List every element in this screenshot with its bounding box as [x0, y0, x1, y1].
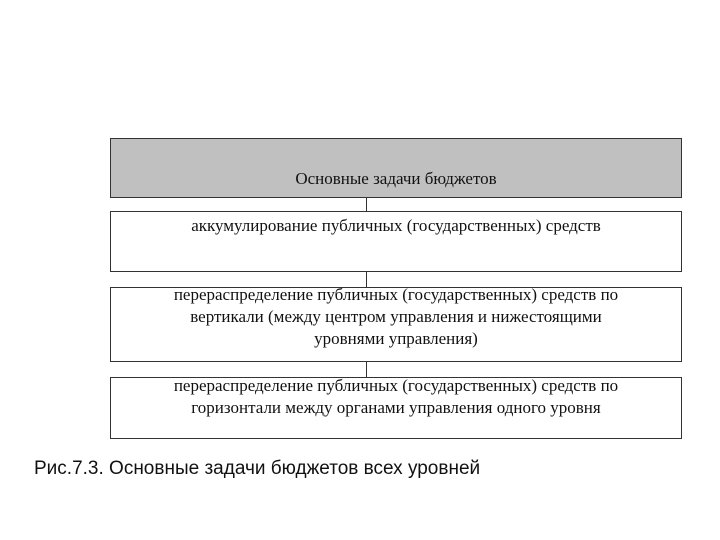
task-text-line: аккумулирование публичных (государственных) средств — [191, 216, 601, 235]
figure-caption: Рис.7.3. Основные задачи бюджетов всех уровней — [34, 458, 481, 479]
task-text-line: горизонтали между органами управления одного уровня — [191, 398, 601, 417]
task-box-accumulation — [110, 211, 682, 272]
task-box-vertical-redistribution — [110, 287, 682, 362]
header-box — [110, 138, 682, 198]
connector-line — [366, 198, 367, 211]
task-text-line: уровнями управления) — [314, 329, 478, 348]
task-box-horizontal-redistribution — [110, 377, 682, 439]
task-text-line: вертикали (между центром управления и нижестоящими — [190, 307, 602, 326]
header-label: Основные задачи бюджетов — [295, 169, 497, 188]
task-text-line: перераспределение публичных (государственных) средств по — [173, 376, 619, 395]
task-text-line: перераспределение публичных (государственных) средств по — [173, 285, 619, 304]
